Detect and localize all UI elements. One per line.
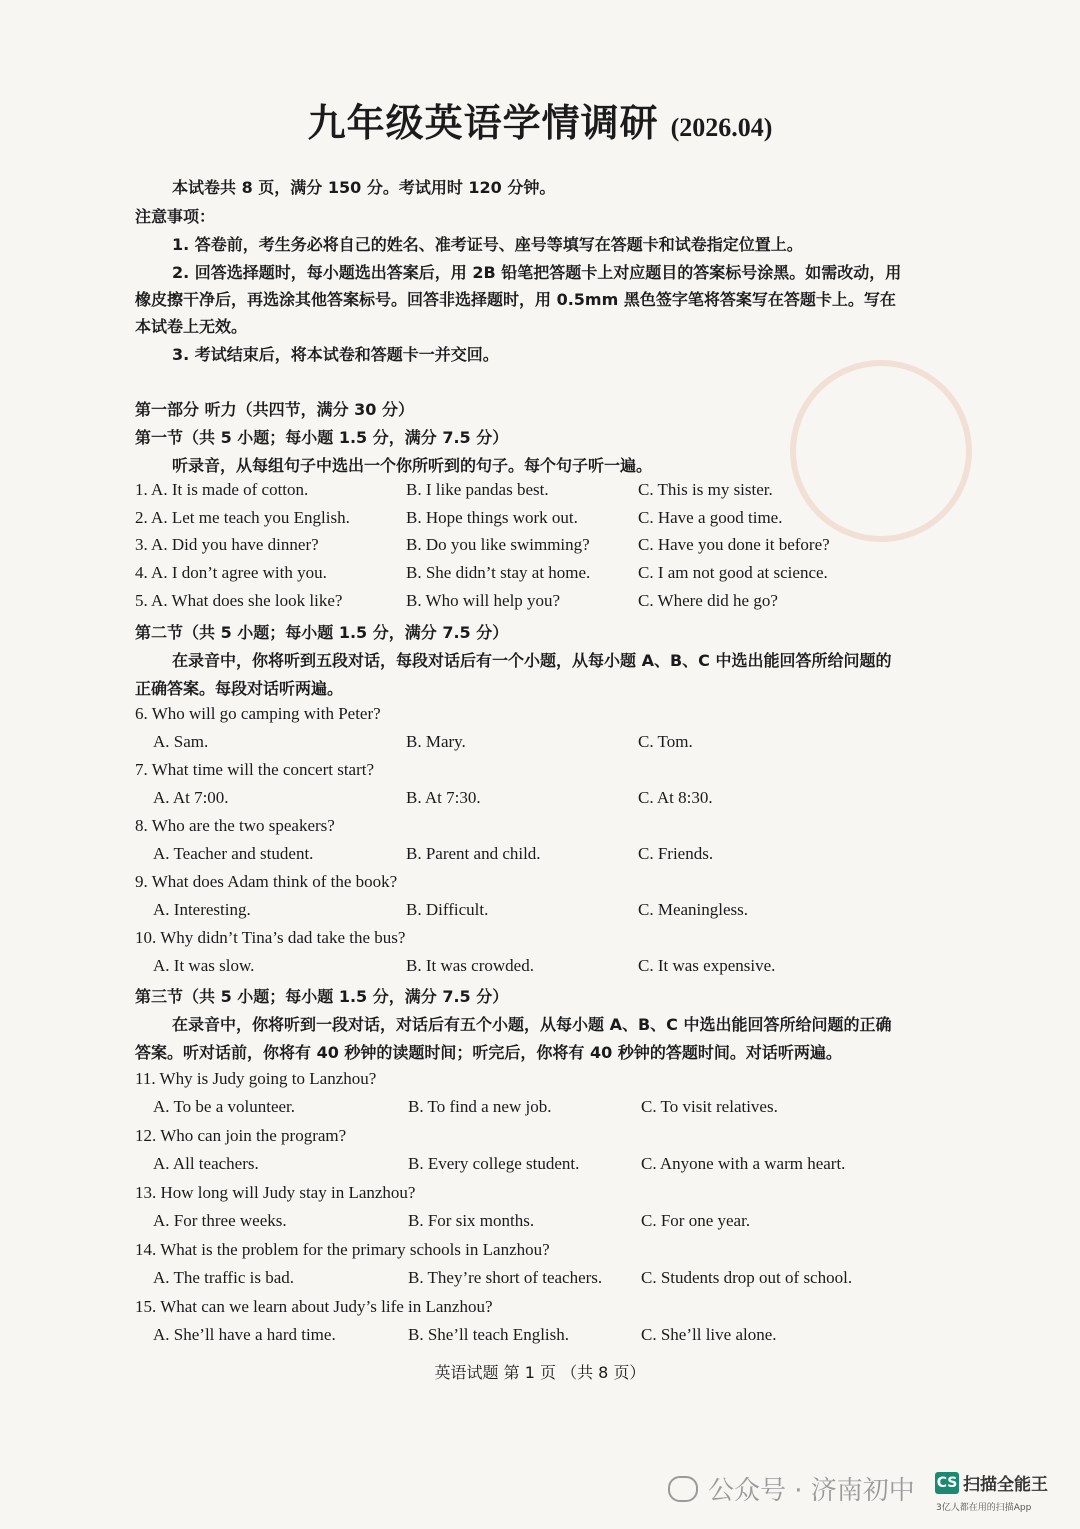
option-b: B. To find a new job. xyxy=(408,1097,552,1116)
wechat-watermark xyxy=(668,1470,915,1507)
rule-2-line-2: 橡皮擦干净后，再选涂其他答案标号。回答非选择题时，用 0.5mm 黑色签字笔将答案写在答题卡上。写在 xyxy=(135,290,896,309)
option-c: C. This is my sister. xyxy=(638,480,773,499)
rule-2-line-3: 本试卷上无效。 xyxy=(135,317,248,336)
option-c: C. I am not good at science. xyxy=(638,563,828,582)
option-a: A. Interesting. xyxy=(153,900,251,919)
option-c: C. Friends. xyxy=(638,844,714,863)
question-text: 6. Who will go camping with Peter? xyxy=(135,704,381,723)
option-c: C. Anyone with a warm heart. xyxy=(641,1154,846,1173)
option-c: C. Have you done it before? xyxy=(638,535,830,554)
question-text: 13. How long will Judy stay in Lanzhou? xyxy=(135,1183,416,1202)
sec1-instruction: 听录音，从每组句子中选出一个你所听到的句子。每个句子听一遍。 xyxy=(172,456,653,475)
option-a: A. Sam. xyxy=(153,732,209,751)
question-text: 9. What does Adam think of the book? xyxy=(135,872,398,891)
option-c: C. To visit relatives. xyxy=(641,1097,778,1116)
option-c: C. At 8:30. xyxy=(638,788,713,807)
option-b: B. Who will help you? xyxy=(406,591,561,610)
exam-date: (2026.04) xyxy=(670,113,773,142)
camscanner-badge xyxy=(935,1470,1048,1495)
sec2-title: 第二节（共 5 小题；每小题 1.5 分，满分 7.5 分） xyxy=(135,623,509,642)
option-c: C. It was expensive. xyxy=(638,956,776,975)
rule-3: 3. 考试结束后，将本试卷和答题卡一并交回。 xyxy=(172,345,499,364)
question-text: 14. What is the problem for the primary schools in Lanzhou? xyxy=(135,1240,550,1259)
option-b: B. Difficult. xyxy=(406,900,489,919)
option-b: B. Mary. xyxy=(406,732,466,751)
question-text: 15. What can we learn about Judy’s life in Lanzhou? xyxy=(135,1297,493,1316)
camscanner-name: 扫描全能王 xyxy=(963,1475,1048,1495)
page-title xyxy=(0,92,1080,147)
question-text: 10. Why didn’t Tina’s dad take the bus? xyxy=(135,928,406,947)
sec3-title: 第三节（共 5 小题；每小题 1.5 分，满分 7.5 分） xyxy=(135,987,509,1006)
option-b: B. At 7:30. xyxy=(406,788,481,807)
rule-2-line-1: 2. 回答选择题时，每小题选出答案后，用 2B 铅笔把答题卡上对应题目的答案标号涂黑。如需改动，用 xyxy=(172,263,902,282)
option-b: B. She didn’t stay at home. xyxy=(406,563,591,582)
page-footer: 英语试题 第 1 页 （共 8 页） xyxy=(434,1363,646,1382)
option-b: B. I like pandas best. xyxy=(406,480,549,499)
sec3-instruction-line-2: 答案。听对话前，你将有 40 秒钟的读题时间；听完后，你将有 40 秒钟的答题时间。对话听两遍。 xyxy=(135,1043,842,1062)
option-a: A. At 7:00. xyxy=(153,788,229,807)
option-a: 4. A. I don’t agree with you. xyxy=(135,563,327,582)
question-text: 11. Why is Judy going to Lanzhou? xyxy=(135,1069,377,1088)
option-b: B. Parent and child. xyxy=(406,844,541,863)
sec3-instruction-line-1: 在录音中，你将听到一段对话，对话后有五个小题，从每小题 A、B、C 中选出能回答所给问题的正确 xyxy=(172,1015,892,1034)
option-c: C. Students drop out of school. xyxy=(641,1268,853,1287)
option-c: C. Where did he go? xyxy=(638,591,778,610)
option-a: 1. A. It is made of cotton. xyxy=(135,480,309,499)
camscanner-logo-icon: CS xyxy=(935,1472,959,1494)
option-c: C. For one year. xyxy=(641,1211,751,1230)
option-b: B. For six months. xyxy=(408,1211,535,1230)
option-a: A. The traffic is bad. xyxy=(153,1268,294,1287)
option-b: B. She’ll teach English. xyxy=(408,1325,570,1344)
option-a: A. To be a volunteer. xyxy=(153,1097,296,1116)
notice-label: 注意事项： xyxy=(135,207,216,226)
wechat-text: 公众号 · 济南初中 xyxy=(708,1476,915,1506)
option-c: C. Tom. xyxy=(638,732,693,751)
option-b: B. Hope things work out. xyxy=(406,508,578,527)
exam-title: 九年级英语学情调研 xyxy=(307,101,659,145)
option-a: 3. A. Did you have dinner? xyxy=(135,535,319,554)
option-c: C. Have a good time. xyxy=(638,508,783,527)
sec1-title: 第一节（共 5 小题；每小题 1.5 分，满分 7.5 分） xyxy=(135,428,509,447)
camscanner-tagline: 3亿人都在用的扫描App xyxy=(936,1503,1032,1513)
question-text: 7. What time will the concert start? xyxy=(135,760,375,779)
option-a: A. Teacher and student. xyxy=(153,844,314,863)
wechat-icon xyxy=(668,1476,698,1502)
rule-1: 1. 答卷前，考生务必将自己的姓名、准考证号、座号等填写在答题卡和试卷指定位置上。 xyxy=(172,235,803,254)
option-b: B. Every college student. xyxy=(408,1154,580,1173)
part1-title: 第一部分 听力（共四节，满分 30 分） xyxy=(135,400,414,419)
option-b: B. They’re short of teachers. xyxy=(408,1268,603,1287)
watermark-stamp xyxy=(790,360,972,542)
question-text: 12. Who can join the program? xyxy=(135,1126,347,1145)
option-c: C. She’ll live alone. xyxy=(641,1325,777,1344)
option-a: 5. A. What does she look like? xyxy=(135,591,343,610)
intro-summary: 本试卷共 8 页，满分 150 分。考试用时 120 分钟。 xyxy=(172,178,556,197)
option-b: B. It was crowded. xyxy=(406,956,534,975)
option-b: B. Do you like swimming? xyxy=(406,535,590,554)
option-a: A. It was slow. xyxy=(153,956,255,975)
option-a: 2. A. Let me teach you English. xyxy=(135,508,350,527)
option-a: A. She’ll have a hard time. xyxy=(153,1325,336,1344)
question-text: 8. Who are the two speakers? xyxy=(135,816,335,835)
sec2-instruction-line-1: 在录音中，你将听到五段对话，每段对话后有一个小题，从每小题 A、B、C 中选出能回答所给问题的 xyxy=(172,651,892,670)
option-c: C. Meaningless. xyxy=(638,900,749,919)
option-a: A. For three weeks. xyxy=(153,1211,287,1230)
option-a: A. All teachers. xyxy=(153,1154,259,1173)
sec2-instruction-line-2: 正确答案。每段对话听两遍。 xyxy=(135,679,344,698)
